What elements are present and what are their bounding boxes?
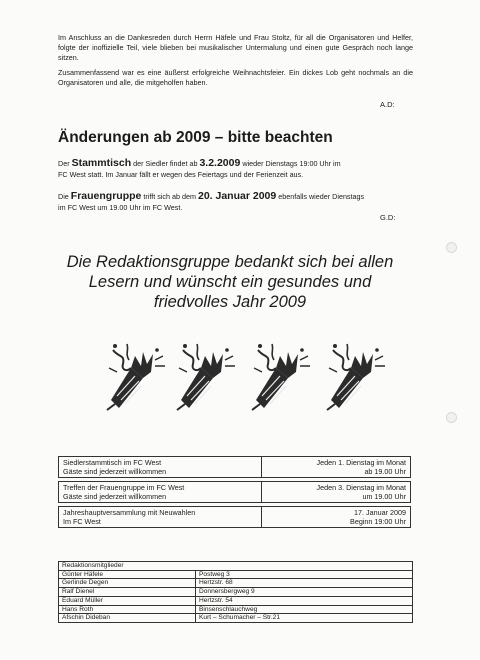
schedule-event-title: Jahreshauptversammlung mit Neuwahlen [63,508,196,517]
schedule-event [59,482,262,503]
changes-heading: Änderungen ab 2009 – bitte beachten [58,129,333,146]
frauengruppe-name: Frauengruppe [70,190,142,202]
member-address: Hertzstr. 68 [196,579,413,588]
member-name: Hans Roth [59,605,196,614]
schedule-row [59,482,411,503]
changes-signature: G.D: [380,213,396,222]
frauengruppe-pre-text: Die [58,192,71,201]
schedule-event [59,507,262,528]
schedule-event-title: Treffen der Frauengruppe im FC West [63,483,185,492]
firework-rocket-icon [107,344,165,410]
member-name: Ralf Dienel [59,588,196,597]
schedule-time [262,507,411,528]
firework-rocket-icon [252,344,310,410]
frauengruppe-mid-text: trifft sich ab dem [141,192,198,201]
thanks-line-3: friedvolles Jahr 2009 [153,293,307,311]
schedule-time-hour: um 19.00 Uhr [362,492,406,501]
members-header: Redaktionsmitglieder [59,562,413,571]
thanks-message [40,252,420,312]
member-address: Postweg 3 [196,570,413,579]
punch-hole [446,412,457,423]
member-row [59,570,413,579]
member-row [59,579,413,588]
stammtisch-pre-text: Der [58,159,72,168]
thanks-line-1: Die Redaktionsgruppe bedankt sich bei allen [66,253,394,271]
stammtisch-line-1 [58,157,341,169]
member-address: Kurt – Schumacher – Str.21 [196,614,413,623]
members-table [58,561,413,623]
schedule-time [262,482,411,503]
thanks-line-2: Lesern und wünscht ein gesundes und [88,273,372,291]
member-name: Gerlinde Degen [59,579,196,588]
firework-rocket-icon [177,344,235,410]
schedule-time [262,457,411,478]
member-address: Hertzstr. 54 [196,596,413,605]
member-name: Eduard Müller [59,596,196,605]
schedule-event-note: Im FC West [63,517,101,526]
member-row [59,614,413,623]
frauengruppe-line-1 [58,190,364,202]
punch-hole [446,242,457,253]
member-row [59,605,413,614]
frauengruppe-date: 20. Januar 2009 [197,190,277,202]
schedule-row [59,457,411,478]
members-header-row [59,562,413,571]
schedule-event [59,457,262,478]
intro-paragraph-2: Zusammenfassend war es eine äußerst erfolgreiche Weihnachtsfeier. Ein dickes Lob geht nochmals an die Organisatoren und alle, die mitgeholfen haben. [58,68,413,88]
member-row [59,588,413,597]
schedule-event-note: Gäste sind jederzeit willkommen [63,492,167,501]
schedule-time-hour: ab 19.00 Uhr [364,467,406,476]
schedule-row [59,507,411,528]
stammtisch-line-2: FC West statt. Im Januar fällt er wegen des Feiertags und der Ferienzeit aus. [58,170,304,179]
intro-paragraph-1: Im Anschluss an die Dankesreden durch Herrn Häfele und Frau Stoltz, für all die Organisatoren und Helfer, folgte der inoffizielle Teil, viele blieben bei musikalischer Untermalung und einen gute Gespräch noch lange sitzen. [58,33,413,63]
stammtisch-name: Stammtisch [71,157,132,169]
frauengruppe-line-2: im FC West um 19.00 Uhr im FC West. [58,203,183,212]
member-row [59,596,413,605]
stammtisch-post-text: wieder Dienstags 19:00 Uhr im [240,159,341,168]
member-name: Afschin Dideban [59,614,196,623]
schedule-time-day: Jeden 1. Dienstag im Monat [316,458,406,467]
firework-decoration [100,338,390,418]
member-address: Binsenschlauchweg [196,605,413,614]
schedule-time-hour: Beginn 19:00 Uhr [350,517,406,526]
intro-signature: A.D: [380,100,395,109]
frauengruppe-post-text: ebenfalls wieder Dienstags [276,192,365,201]
schedule-time-day: Jeden 3. Dienstag im Monat [316,483,406,492]
schedule-event-note: Gäste sind jederzeit willkommen [63,467,167,476]
schedule-table [58,456,411,528]
stammtisch-date: 3.2.2009 [199,157,241,169]
member-name: Günter Häfele [59,570,196,579]
member-address: Donnersbergweg 9 [196,588,413,597]
stammtisch-mid-text: der Siedler findet ab [131,159,200,168]
schedule-time-day: 17. Januar 2009 [354,508,406,517]
schedule-event-title: Siedlerstammtisch im FC West [63,458,162,467]
firework-rocket-icon [327,344,385,410]
